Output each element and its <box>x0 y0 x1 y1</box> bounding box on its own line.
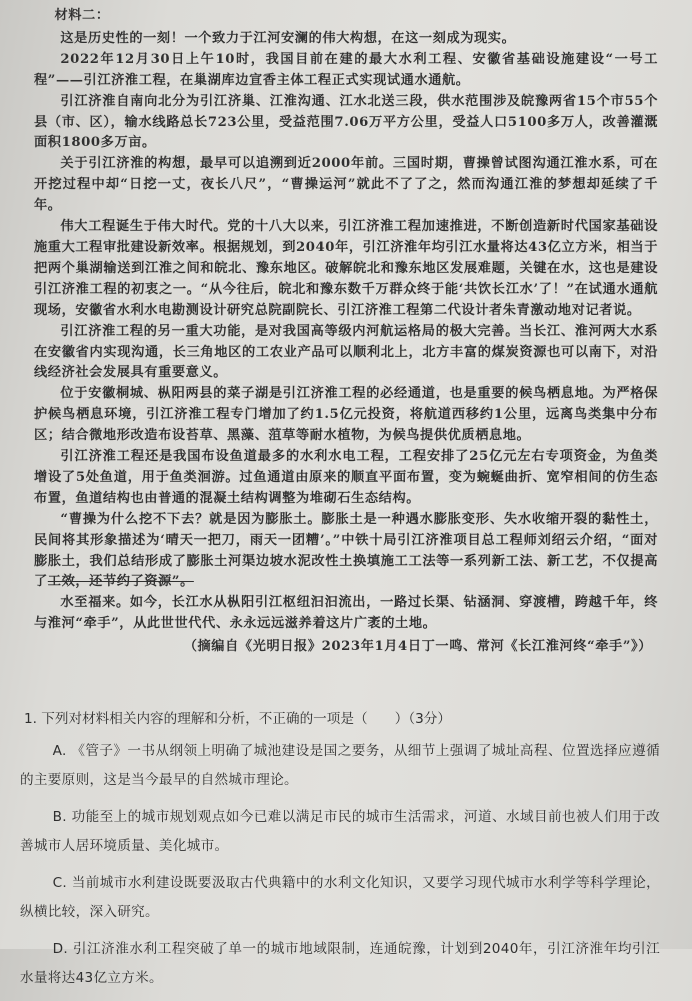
option-d <box>20 935 660 993</box>
option-text: 《管子》一书从纲领上明确了城池建设是国之要务，从细节上强调了城址高程、位置选择应遵循的主要原则，这是当今最早的自然城市理论。 <box>20 743 660 788</box>
option-text: 引江济淮水利工程突破了单一的城市地域限制，连通皖豫，计划到2040年，引江济淮年均引江水量将达43亿立方米。 <box>20 941 660 986</box>
option-label: C. <box>52 875 68 891</box>
material-paragraph: 关于引江济淮的构想，最早可以追溯到近2000年前。三国时期，曹操曾试图沟通江淮水系，可在开挖过程中却“日挖一丈，夜长八尺”，“曹操运河”就此不了了之，然而沟通江淮的梦想却延续了千年。 <box>34 156 658 214</box>
source-citation: （摘编自《光明日报》2023年1月4日丁一鸣、常河《长江淮河终“牵手”》） <box>183 639 652 655</box>
material-paragraph <box>34 510 658 594</box>
question-stem: 1. 下列对材料相关内容的理解和分析，不正确的一项是（ ）（3分） <box>24 711 451 727</box>
material-paragraph: 引江济淮工程还是我国布设鱼道最多的水利水电工程，工程安排了25亿元左右专项资金，为鱼类增设了5处鱼道，用于鱼类洄游。过鱼通道由原来的顺直平面布置，变为蜿蜒曲折、宽窄相间的仿生态布置，鱼道结构也由普通的混凝土结构调整为堆砌石生态结构。 <box>34 449 658 506</box>
option-text: 功能至上的城市规划观点如今已难以满足市民的城市生活需求，河道、水域目前也被人们用于改善城市人居环境质量、美化城市。 <box>20 809 660 854</box>
material-paragraph: 水至福来。如今，长江水从枞阳引江枢纽汩汩流出，一路过长渠、钻涵洞、穿渡槽，跨越千年，终与淮河“牵手”，从此世世代代、永永远远滋养着这片广袤的土地。 <box>34 595 658 632</box>
option-label: B. <box>52 809 67 825</box>
material-paragraph: 引江济淮自南向北分为引江济巢、江淮沟通、江水北送三段，供水范围涉及皖豫两省15个市55个县（市、区），输水线路总长723公里，受益范围7.06万平方公里，受益人口5100多万人，改善灌溉面积1800多万亩。 <box>34 93 658 151</box>
struck-through-text: 工效，还节约了资源”。 <box>47 574 194 590</box>
question-1 <box>20 709 660 1001</box>
reading-material <box>34 6 658 658</box>
paragraph-text: “曹操为什么挖不下去？就是因为膨胀土。膨胀土是一种遇水膨胀变形、失水收缩开裂的黏性土，民间将其形象描述为‘晴天一把刀，雨天一团糟’。”中铁十局引江济淮项目总工程师刘绍云介绍，“面对膨胀土，我们总结形成了膨胀土河渠边坡水泥改性土换填施工工法等一系列新工法、新工艺，不仅提高了 <box>34 511 658 590</box>
material-paragraph: 这是历史性的一刻！一个致力于江河安澜的伟大构想，在这一刻成为现实。 <box>60 30 516 46</box>
option-a <box>20 737 660 795</box>
option-label: A. <box>52 743 67 759</box>
option-b <box>20 803 660 861</box>
material-paragraph: 引江济淮工程的另一重大功能，是对我国高等级内河航运格局的极大完善。当长江、淮河两大水系在安徽省内实现沟通，长三角地区的工农业产品可以顺利北上，北方丰富的煤炭资源也可以南下，对沿线经济社会发展具有重要意义。 <box>34 323 658 381</box>
material-heading: 材料二： <box>54 8 110 23</box>
option-c <box>20 869 660 927</box>
option-label: D. <box>52 941 69 957</box>
material-paragraph: 2022年12月30日上午10时，我国目前在建的最大水利工程、安徽省基础设施建设“一号工程”——引江济淮工程，在巢湖库边宣香主体工程正式实现试通水通航。 <box>34 51 658 88</box>
option-text: 当前城市水利建设既要汲取古代典籍中的水利文化知识，又要学习现代城市水利学等科学理论，纵横比较，深入研究。 <box>20 875 660 920</box>
material-paragraph: 位于安徽桐城、枞阳两县的菜子湖是引江济淮工程的必经通道，也是重要的候鸟栖息地。为严格保护候鸟栖息环境，引江济淮工程专门增加了约1.5亿元投资，将航道西移约1公里，远离鸟类集中分布区；结合微地形改造布设苔草、黑藻、菹草等耐水植物，为候鸟提供优质栖息地。 <box>34 386 658 444</box>
material-paragraph: 伟大工程诞生于伟大时代。党的十八大以来，引江济淮工程加速推进，不断创造新时代国家基础设施重大工程审批建设新效率。根据规划，到2040年，引江济淮年均引江水量将达43亿立方米，相当于把两个巢湖输送到江淮之间和皖北、豫东地区。破解皖北和豫东地区发展难题，关键在水，这也是建设引江济淮工程的初衷之一。“从今往后，皖北和豫东数千万群众终于能‘共饮长江水’了！”在试通水通航现场，安徽省水利水电勘测设计研究总院副院长、引江济淮工程第二代设计者朱青激动地对记者说。 <box>34 219 658 318</box>
